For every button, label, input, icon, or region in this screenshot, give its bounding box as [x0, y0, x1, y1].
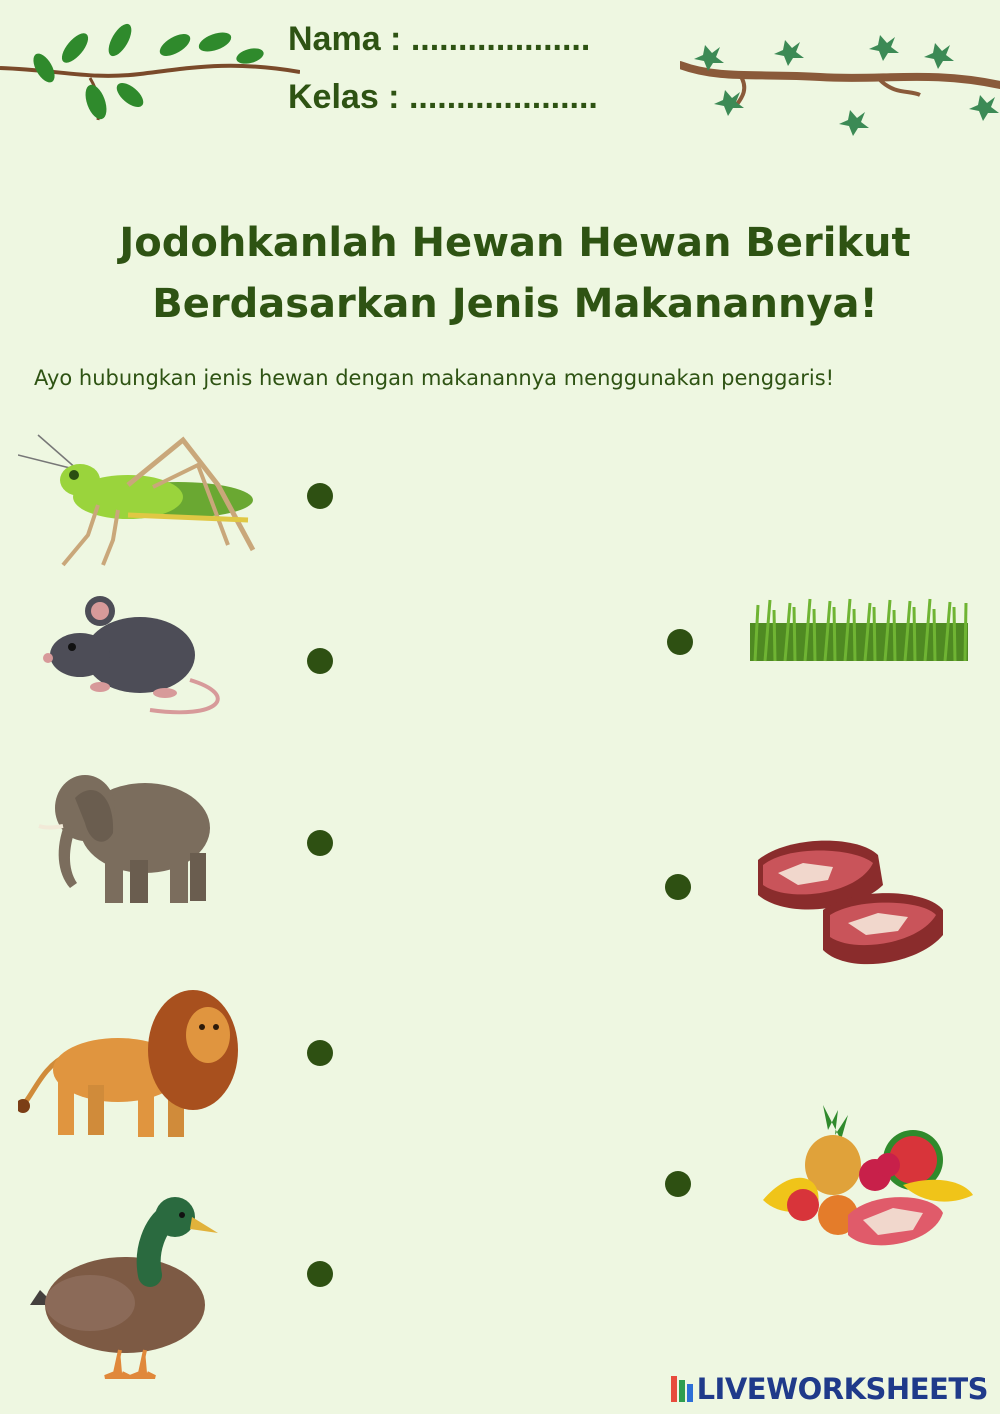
- page-title-line-1: Jodohkanlah Hewan Hewan Berikut: [119, 220, 911, 266]
- food-connector-dot-3[interactable]: [665, 1171, 691, 1197]
- instruction-text: Ayo hubungkan jenis hewan dengan makanannya menggunakan penggaris!: [34, 366, 835, 390]
- liveworksheets-brand: [671, 1372, 988, 1406]
- animal-connector-dot-3[interactable]: [307, 830, 333, 856]
- grass-icon: [750, 595, 970, 663]
- food-connector-dot-1[interactable]: [667, 629, 693, 655]
- meat-icon: [748, 835, 948, 980]
- elephant-icon: [35, 768, 215, 913]
- fruits-and-meat-icon: [763, 1105, 973, 1260]
- animal-connector-dot-4[interactable]: [307, 1040, 333, 1066]
- liveworksheets-logo-icon: [671, 1376, 693, 1402]
- name-field-label: Nama : ...................: [288, 20, 591, 58]
- left-branch-icon: [0, 10, 300, 125]
- right-branch-icon: [680, 25, 1000, 140]
- class-field-label: Kelas : ....................: [288, 78, 598, 116]
- grasshopper-icon: [18, 425, 258, 570]
- mouse-icon: [40, 595, 240, 720]
- animal-connector-dot-2[interactable]: [307, 648, 333, 674]
- brand-label: LIVEWORKSHEETS: [696, 1372, 988, 1406]
- duck-icon: [30, 1195, 220, 1385]
- page-title-line-2: Berdasarkan Jenis Makanannya!: [152, 281, 878, 327]
- animal-connector-dot-5[interactable]: [307, 1261, 333, 1287]
- lion-icon: [18, 985, 238, 1145]
- animal-connector-dot-1[interactable]: [307, 483, 333, 509]
- food-connector-dot-2[interactable]: [665, 874, 691, 900]
